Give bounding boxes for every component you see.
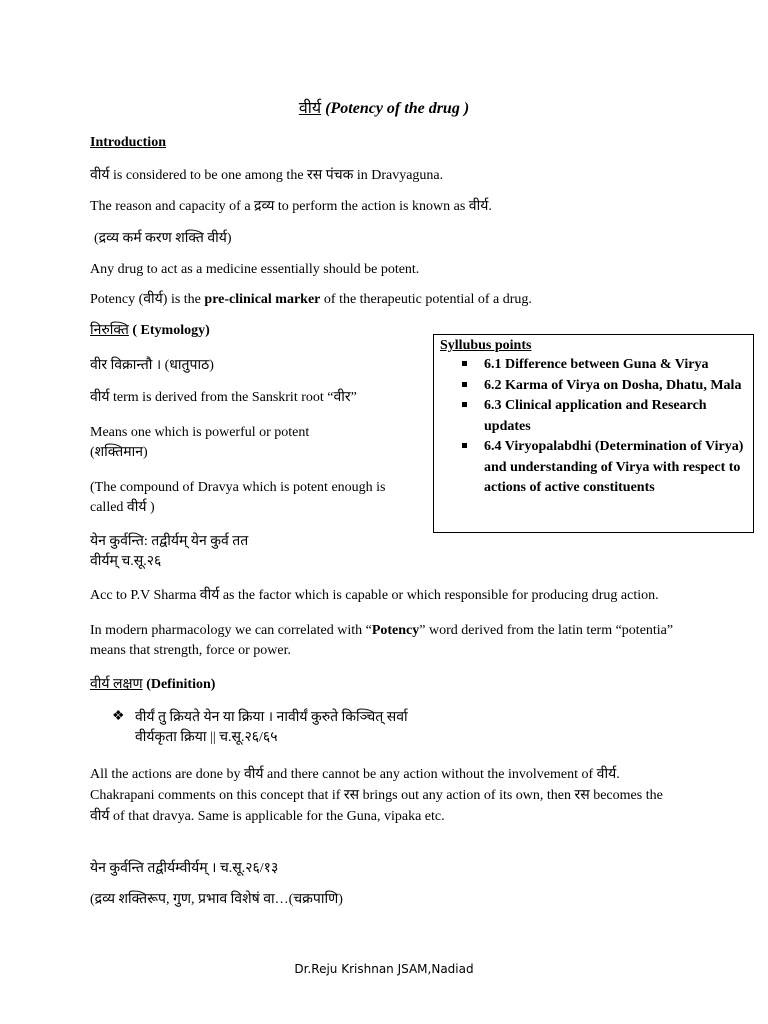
text-span: निरुक्ति xyxy=(90,323,129,338)
text-span: . xyxy=(616,767,620,782)
introduction-heading: Introduction xyxy=(90,135,166,150)
text-span: Chakrapani comments on this concept that if xyxy=(90,788,344,803)
text-span: रस xyxy=(574,788,590,803)
text-span: 6.1 Difference between Guna & Virya xyxy=(484,357,709,372)
text-span: of the therapeutic potential of a drug. xyxy=(320,292,532,307)
text-span: and there cannot be any action without the involvement of xyxy=(263,767,597,782)
definition-verse-1: वीर्यं तु क्रियते येन या क्रिया । नावीर्यं कुरुते किञ्चित् सर्वा xyxy=(135,710,408,725)
text-span: In modern pharmacology we can correlated with “ xyxy=(90,623,372,638)
verse-line-1: येन कुर्वन्ति तद्वीर्यम्वीर्यम् । च.सू.२६/१३ xyxy=(90,861,279,876)
text-span: वीर्य xyxy=(199,588,220,603)
text-span: . xyxy=(488,199,492,214)
actions-line-3 xyxy=(90,808,445,826)
text-span: ) xyxy=(146,500,155,515)
text-span: to perform the action is known as xyxy=(274,199,469,214)
text-span: term is derived from the Sanskrit root “ xyxy=(109,390,334,405)
intro-line-1 xyxy=(90,167,443,185)
text-span: रस xyxy=(343,788,360,803)
bullet-square-icon xyxy=(462,443,467,448)
text-span: ” word derived from the latin term “potentia” xyxy=(419,623,674,638)
text-span: वीर्य xyxy=(90,809,110,824)
text-span: 6.4 Viryopalabdhi (Determination of Virya) and understanding of Virya with respect to actions of active constituents xyxy=(484,439,744,495)
text-span: Potency xyxy=(371,623,420,638)
text-span: of that dravya. Same is applicable for the Guna, vipaka etc. xyxy=(109,809,445,824)
intro-line-3: (द्रव्य कर्म करण शक्ति वीर्य) xyxy=(94,231,232,246)
intro-line-5 xyxy=(90,291,532,309)
syllabus-item xyxy=(484,376,747,397)
etymology-reference-2: वीर्यम् च.सू.२६ xyxy=(90,554,162,569)
text-span: ) is the xyxy=(162,292,205,307)
text-span: as the factor which is capable or which responsible for producing drug action. xyxy=(219,588,659,603)
etymology-reference-1: येन कुर्वन्ति: तद्वीर्यम् येन कुर्व तत xyxy=(90,534,249,549)
etymology-derived-line xyxy=(90,389,357,407)
text-span: called xyxy=(90,500,127,515)
text-span: वीर्य xyxy=(596,767,617,782)
pv-sharma-line xyxy=(90,587,659,605)
text-span: वीर्य xyxy=(126,500,147,515)
text-span: Acc to P.V Sharma xyxy=(90,588,200,603)
text-span: becomes the xyxy=(589,788,663,803)
text-span: वीर्य लक्षण xyxy=(90,677,143,692)
text-span: ( Etymology) xyxy=(128,323,210,338)
text-span: वीर्य xyxy=(90,168,110,183)
etymology-means-2: (शक्तिमान) xyxy=(90,445,148,460)
footer-author: Dr.Reju Krishnan JSAM,Nadiad xyxy=(294,962,474,976)
syllabus-heading: Syllubus points xyxy=(440,338,532,353)
syllabus-item xyxy=(484,355,747,376)
etymology-root-line: वीर विक्रान्तौ । (धातुपाठ) xyxy=(90,358,214,373)
actions-line-2 xyxy=(90,787,663,805)
text-span: brings out any action of its own, then xyxy=(359,788,575,803)
text-span: 6.2 Karma of Virya on Dosha, Dhatu, Mala xyxy=(484,377,742,393)
page-title xyxy=(0,96,768,118)
modern-line-2: means that strength, force or power. xyxy=(90,643,291,658)
modern-line-1 xyxy=(90,622,673,640)
diamond-bullet-icon: ❖ xyxy=(112,709,125,724)
text-span: ” xyxy=(350,390,357,405)
text-span: वीर्य xyxy=(468,199,489,214)
text-span: वीर xyxy=(333,390,351,405)
etymology-means-1: Means one which is powerful or potent xyxy=(90,425,310,440)
etymology-compound-1: (The compound of Dravya which is potent enough is xyxy=(90,480,386,495)
actions-line-1 xyxy=(90,766,620,784)
syllabus-list xyxy=(440,355,747,499)
bullet-square-icon xyxy=(462,361,467,366)
text-span: is considered to be one among the xyxy=(109,168,308,183)
text-span: All the actions are done by xyxy=(90,767,244,782)
bullet-square-icon xyxy=(462,402,467,407)
text-span: in Dravyaguna. xyxy=(353,168,444,183)
text-span: वीर्य xyxy=(90,390,110,405)
definition-heading xyxy=(90,676,215,694)
bullet-square-icon xyxy=(462,382,467,387)
title-sanskrit: वीर्य xyxy=(298,100,322,117)
text-span: pre-clinical marker xyxy=(204,292,321,307)
text-span: रस पंचक xyxy=(307,168,354,183)
verse-line-2: (द्रव्य शक्तिरूप, गुण, प्रभाव विशेषं वा…(चक्रपाणि) xyxy=(90,892,343,907)
text-span: (Definition) xyxy=(142,677,216,692)
text-span: वीर्य xyxy=(243,767,264,782)
definition-verse-2: वीर्यकृता क्रिया || च.सू.२६/६५ xyxy=(135,730,278,745)
syllabus-box xyxy=(433,334,754,533)
etymology-compound-2 xyxy=(90,499,155,517)
syllabus-item xyxy=(484,396,747,437)
etymology-heading xyxy=(90,322,210,340)
text-span: द्रव्य xyxy=(254,199,275,214)
syllabus-item xyxy=(484,437,747,499)
text-span: Potency ( xyxy=(90,292,144,307)
intro-line-4: Any drug to act as a medicine essentially should be potent. xyxy=(90,262,420,277)
text-span: 6.3 Clinical application and Research updates xyxy=(484,398,707,434)
text-span: The reason and capacity of a xyxy=(90,199,255,214)
text-span: वीर्य xyxy=(143,292,163,307)
title-english: (Potency of the drug ) xyxy=(325,100,470,117)
intro-line-2 xyxy=(90,198,492,216)
